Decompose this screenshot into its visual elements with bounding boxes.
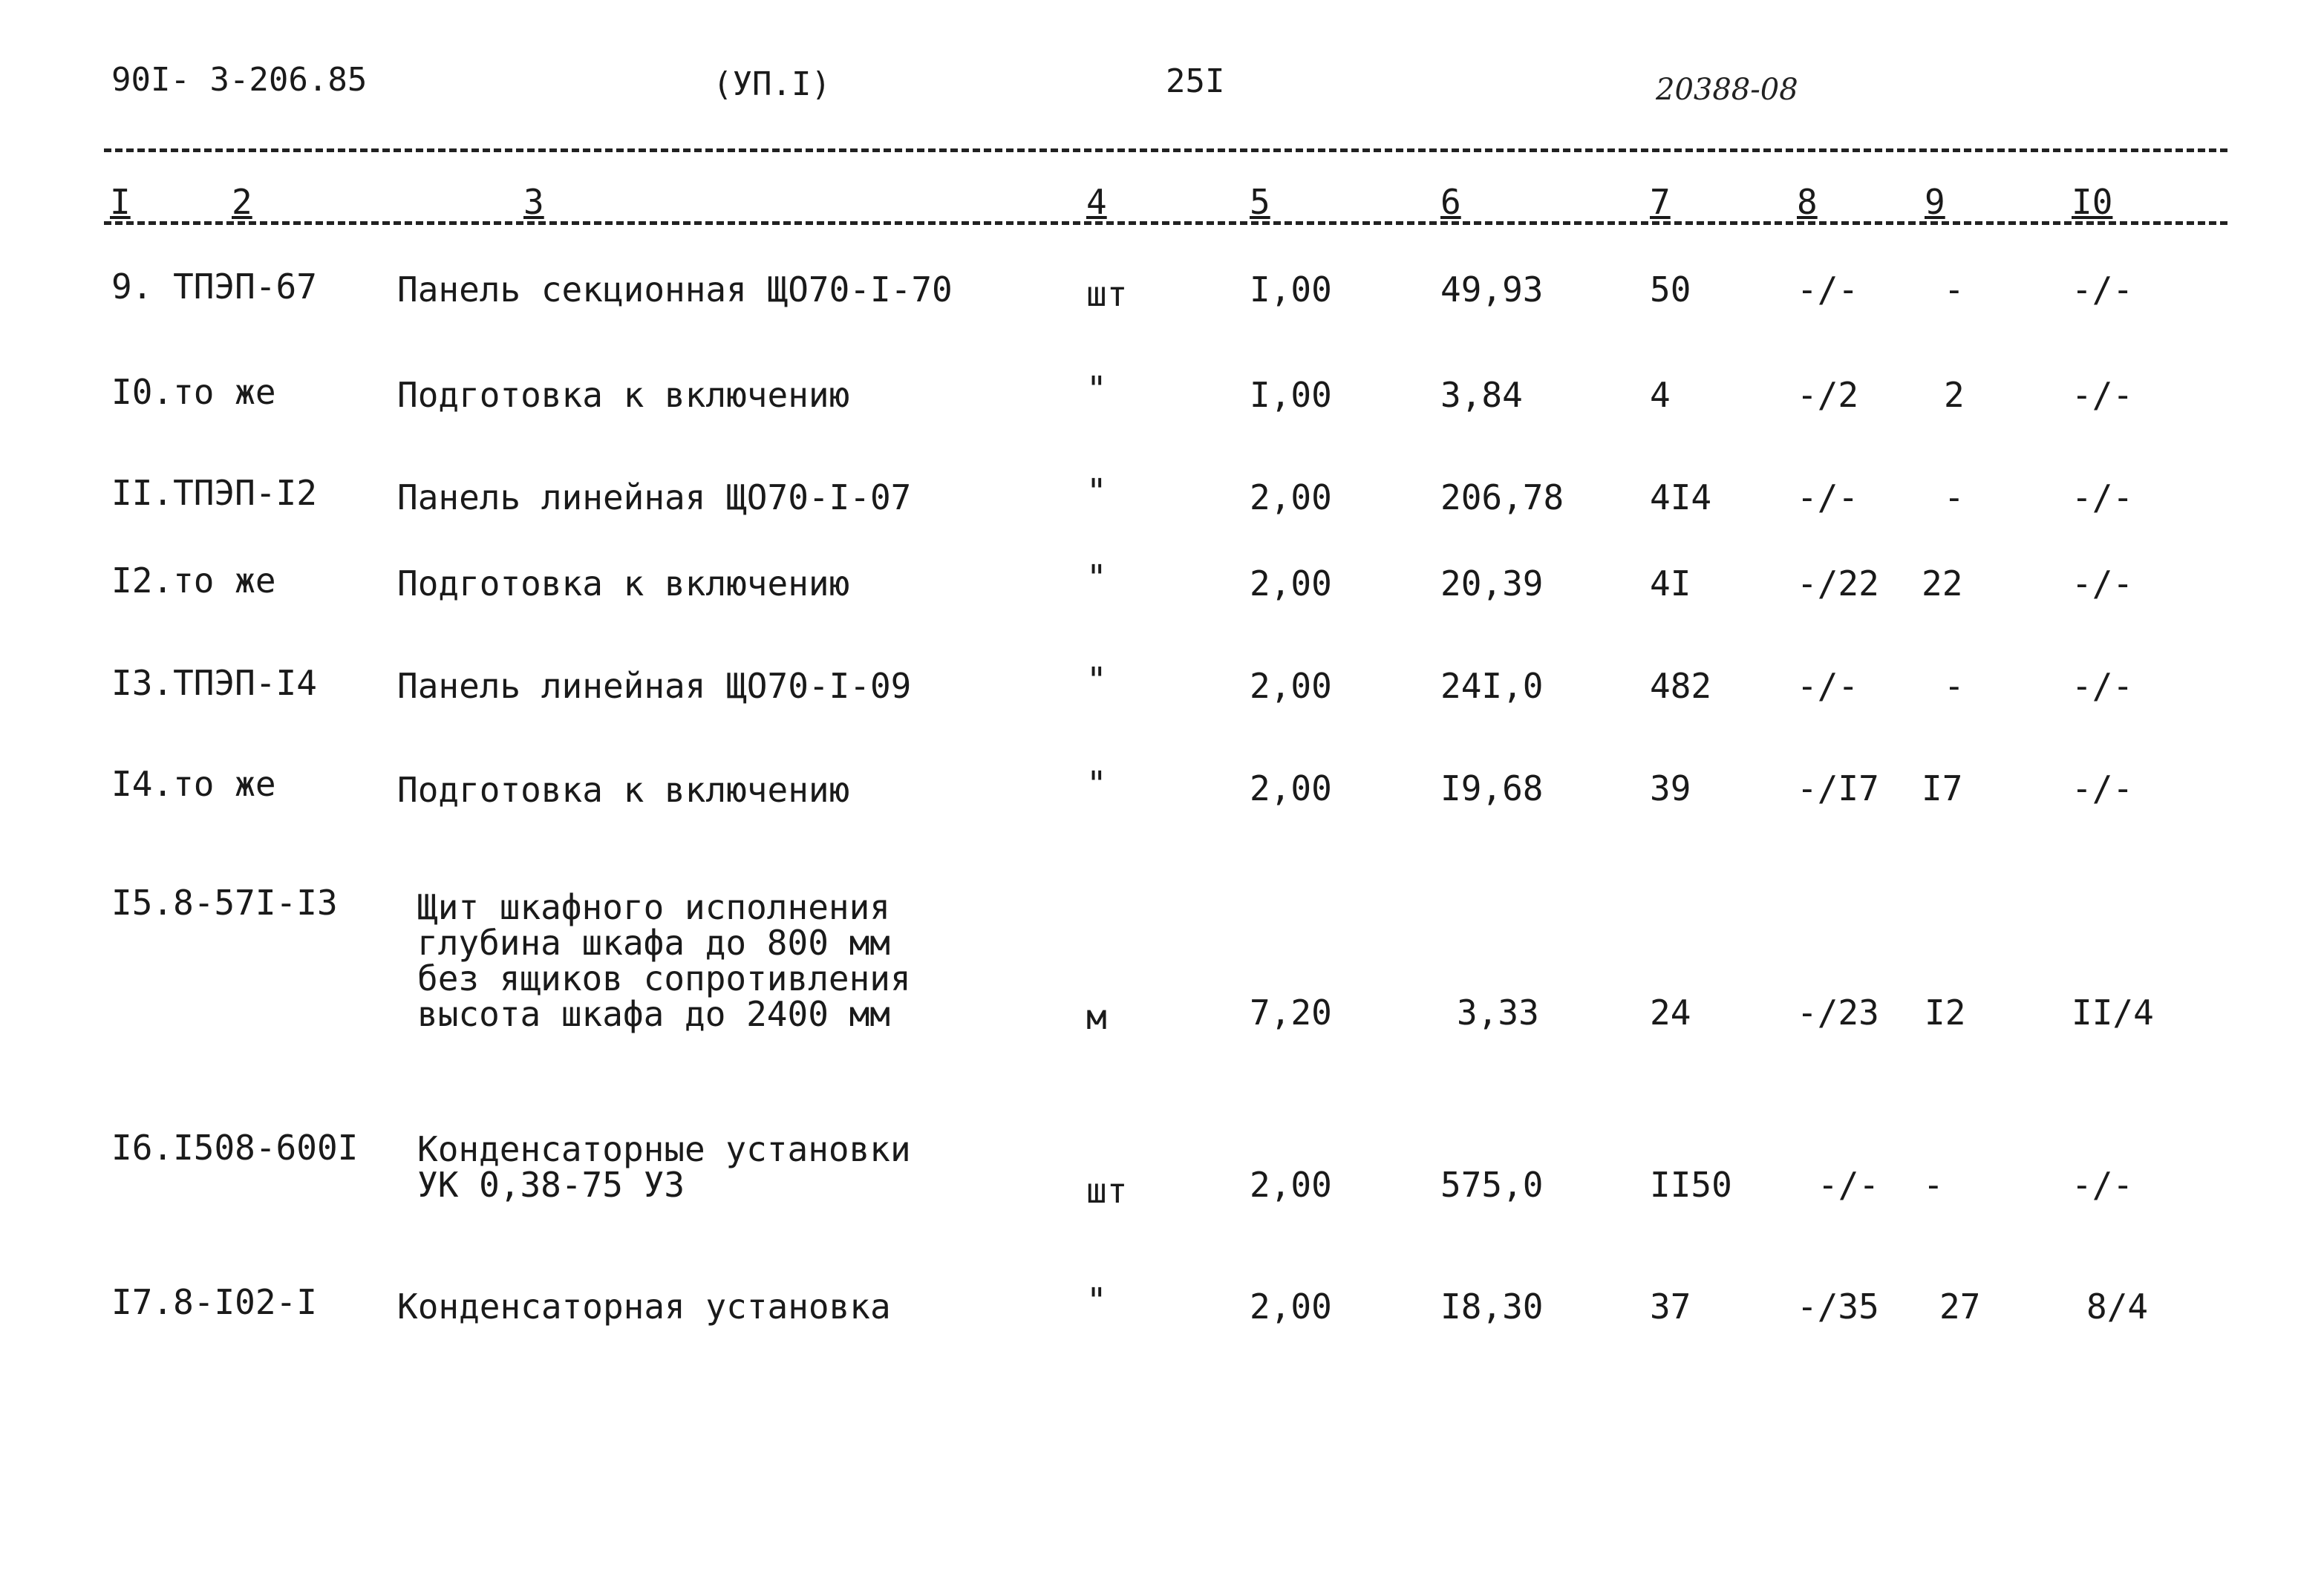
row-number: I5.8-57I-I3: [111, 883, 338, 923]
row-unit: шт: [1086, 274, 1128, 314]
row-col10: -/-: [2072, 563, 2134, 604]
row-total: 24: [1650, 993, 1691, 1033]
row-number: I4.то же: [111, 764, 276, 804]
row-price: 49,93: [1440, 269, 1544, 310]
row-unit: ": [1086, 471, 1107, 511]
row-unit: ": [1086, 764, 1107, 804]
row-price: 3,84: [1440, 375, 1523, 415]
row-price: I8,30: [1440, 1287, 1544, 1327]
section-label: (УП.I): [713, 65, 831, 103]
column-number-9: 9: [1925, 182, 1945, 222]
column-number-5: 5: [1250, 182, 1270, 222]
row-col8: -/-: [1797, 477, 1859, 517]
row-total: 4: [1650, 375, 1671, 415]
column-number-7: 7: [1650, 182, 1671, 222]
row-col9: I7: [1922, 768, 1963, 808]
row-total: 39: [1650, 768, 1691, 808]
row-number: I2.то же: [111, 560, 276, 601]
row-number: 9. ТПЭП-67: [111, 267, 317, 307]
row-price: 575,0: [1440, 1165, 1544, 1205]
row-col8: -/-: [1797, 666, 1859, 706]
row-number: I0.то же: [111, 372, 276, 412]
column-number-1: I: [110, 182, 131, 222]
row-col10: -/-: [2072, 666, 2134, 706]
row-col8: -/35: [1797, 1287, 1879, 1327]
row-total: 37: [1650, 1287, 1691, 1327]
row-unit: ": [1086, 660, 1107, 700]
row-quantity: 2,00: [1250, 666, 1332, 706]
row-quantity: 2,00: [1250, 1287, 1332, 1327]
row-price: 3,33: [1457, 993, 1539, 1033]
row-description: Конденсаторные установки УК 0,38-75 УЗ: [417, 1129, 911, 1205]
row-col10: 8/4: [2086, 1287, 2149, 1327]
row-number: I3.ТПЭП-I4: [111, 663, 317, 703]
column-number-3: 3: [523, 182, 544, 222]
row-col8: -/2: [1797, 375, 1859, 415]
row-col9: -: [1923, 1165, 1944, 1205]
column-number-8: 8: [1797, 182, 1818, 222]
row-total: 482: [1650, 666, 1712, 706]
row-col10: -/-: [2072, 477, 2134, 517]
row-number: I7.8-I02-I: [111, 1282, 317, 1322]
row-col9: -: [1944, 269, 1965, 310]
row-total: 4I4: [1650, 477, 1712, 517]
row-col8: -/23: [1797, 993, 1879, 1033]
column-number-10: I0: [2072, 182, 2113, 222]
row-quantity: I,00: [1250, 375, 1332, 415]
row-col9: I2: [1925, 993, 1966, 1033]
top-divider: [104, 148, 2227, 152]
row-quantity: 2,00: [1250, 768, 1332, 808]
row-quantity: I,00: [1250, 269, 1332, 310]
row-unit: шт: [1086, 1171, 1128, 1211]
row-quantity: 7,20: [1250, 993, 1332, 1033]
page-number: 25I: [1166, 62, 1225, 100]
row-description: Подготовка к включению: [397, 563, 850, 604]
row-description: Конденсаторная установка: [397, 1287, 891, 1327]
document-code: 90I- 3-206.85: [111, 61, 368, 99]
row-unit: ": [1086, 558, 1107, 598]
handwritten-stamp: 20388-08: [1656, 73, 1798, 107]
row-col10: -/-: [2072, 375, 2134, 415]
row-number: I6.I508-600I: [111, 1128, 359, 1168]
row-price: 24I,0: [1440, 666, 1544, 706]
row-col9: -: [1944, 666, 1965, 706]
row-col8: -/-: [1797, 269, 1859, 310]
row-col8: -/I7: [1797, 768, 1879, 808]
row-col10: -/-: [2072, 1165, 2134, 1205]
row-description: Подготовка к включению: [397, 770, 850, 810]
column-number-6: 6: [1440, 182, 1461, 222]
row-col10: II/4: [2072, 993, 2154, 1033]
row-unit: ": [1086, 1281, 1107, 1321]
row-unit: ": [1086, 369, 1107, 409]
row-number: II.ТПЭП-I2: [111, 473, 317, 513]
row-col9: -: [1944, 477, 1965, 517]
row-col9: 22: [1922, 563, 1963, 604]
row-description: Панель линейная ЩО70-I-07: [397, 477, 912, 517]
row-col8: -/22: [1797, 563, 1879, 604]
row-total: II50: [1650, 1165, 1732, 1205]
column-number-2: 2: [232, 182, 252, 222]
row-col10: -/-: [2072, 269, 2134, 310]
row-quantity: 2,00: [1250, 477, 1332, 517]
row-price: I9,68: [1440, 768, 1544, 808]
row-quantity: 2,00: [1250, 563, 1332, 604]
row-description: Панель секционная ЩО70-I-70: [397, 269, 953, 310]
row-col8: -/-: [1818, 1165, 1880, 1205]
row-col10: -/-: [2072, 768, 2134, 808]
row-description: Щит шкафного исполнения глубина шкафа до 800 мм без ящиков сопротивления высота шкафа до 2400 мм: [417, 887, 911, 1034]
row-total: 4I: [1650, 563, 1691, 604]
row-description: Панель линейная ЩО70-I-09: [397, 666, 912, 706]
header-divider: [104, 221, 2227, 225]
column-number-4: 4: [1086, 182, 1107, 222]
row-price: 20,39: [1440, 563, 1544, 604]
row-price: 206,78: [1440, 477, 1564, 517]
row-col9: 2: [1944, 375, 1965, 415]
row-description: Подготовка к включению: [397, 375, 850, 415]
row-unit: м: [1086, 997, 1107, 1037]
row-col9: 27: [1939, 1287, 1981, 1327]
row-quantity: 2,00: [1250, 1165, 1332, 1205]
row-total: 50: [1650, 269, 1691, 310]
